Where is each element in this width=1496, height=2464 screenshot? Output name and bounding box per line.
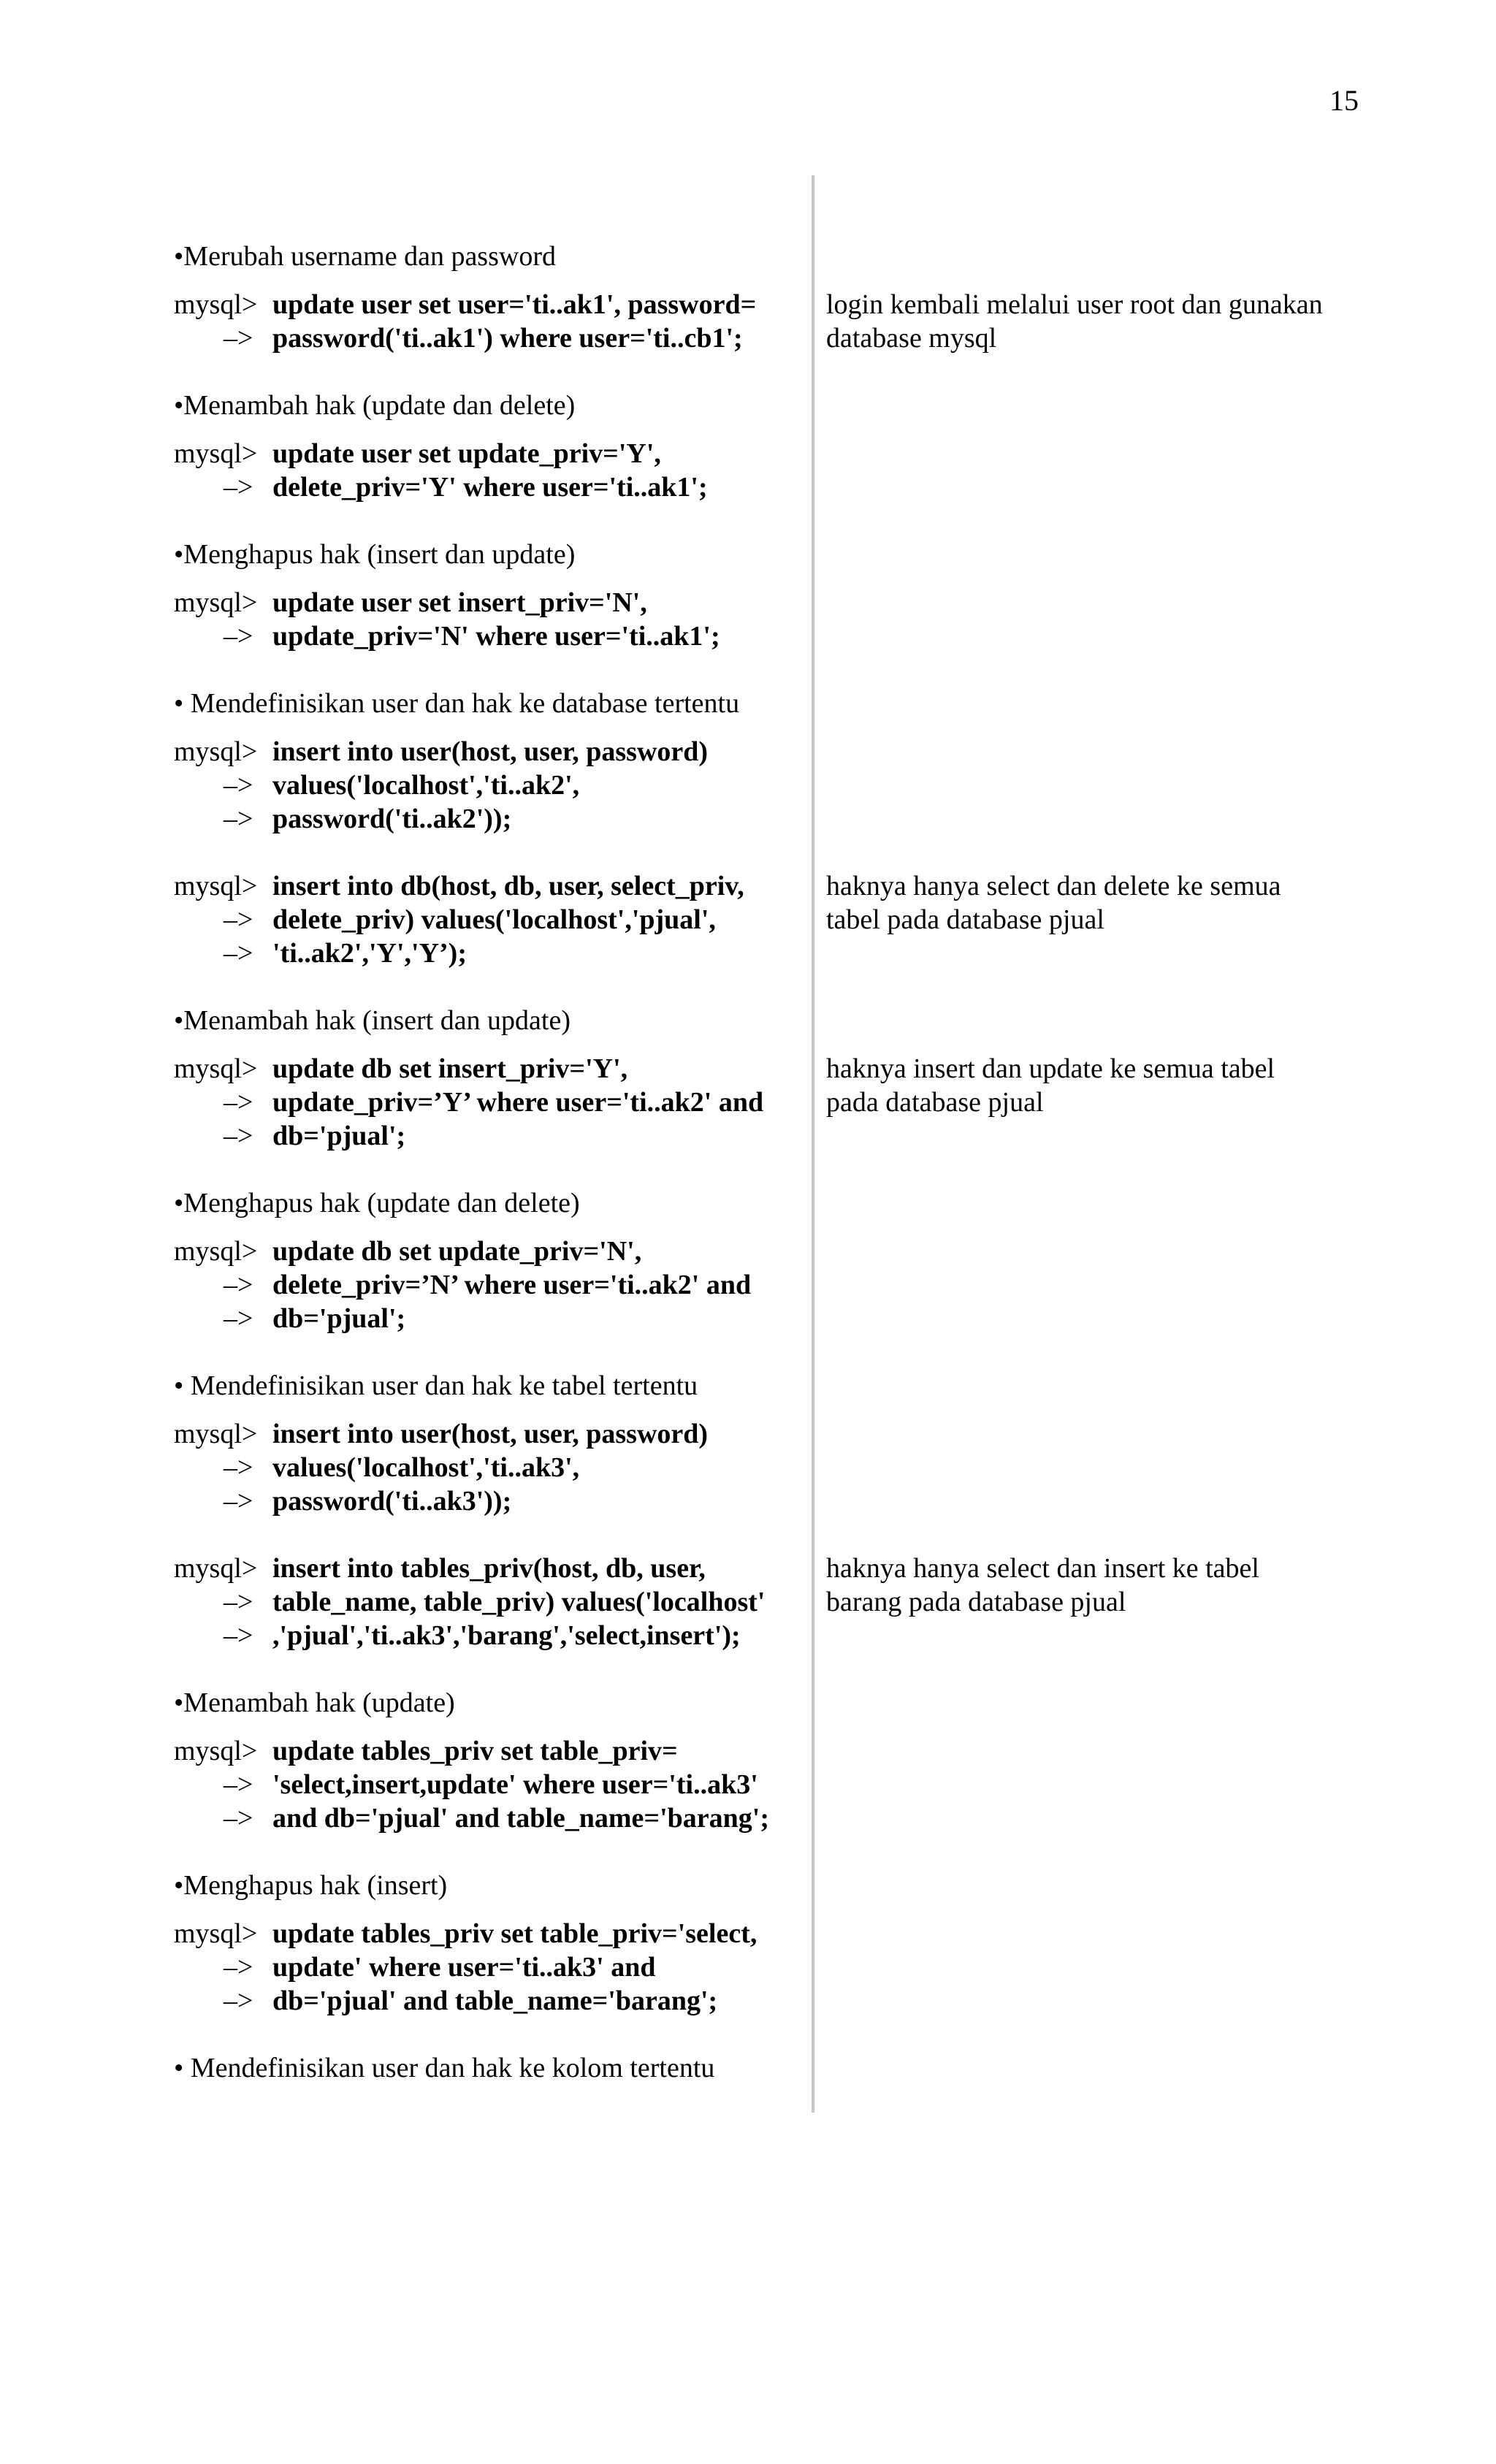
command-line	[174, 1619, 802, 1652]
sql-code: delete_priv=’N’ where user='ti..ak2' and	[272, 1270, 752, 1300]
continuation-arrow: –>	[224, 938, 253, 969]
section-heading: •Menghapus hak (update dan delete)	[174, 1188, 580, 1218]
continuation-arrow: –>	[224, 1587, 253, 1617]
side-note-line: barang pada database pjual	[826, 1587, 1126, 1617]
sql-code: update user set insert_priv='N',	[272, 587, 647, 618]
continuation-arrow: –>	[224, 1121, 253, 1151]
mysql-command	[174, 288, 1323, 355]
section-heading: •Menambah hak (update)	[174, 1687, 455, 1718]
command-line	[174, 903, 802, 937]
command-line	[174, 437, 802, 470]
sql-code: 'ti..ak2','Y','Y’);	[272, 938, 467, 969]
command-line	[174, 1086, 802, 1119]
document-body	[174, 240, 1323, 2099]
command-line	[174, 586, 802, 619]
sql-code: password('ti..ak1') where user='ti..cb1';	[272, 323, 743, 354]
command-line	[174, 1235, 802, 1268]
mysql-prompt: mysql>	[174, 289, 258, 320]
command-line	[174, 1585, 802, 1619]
continuation-arrow: –>	[224, 770, 253, 801]
mysql-prompt: mysql>	[174, 1419, 258, 1449]
sql-code: values('localhost','ti..ak3',	[272, 1452, 580, 1483]
continuation-arrow: –>	[224, 1620, 253, 1651]
command-line	[174, 321, 802, 355]
section-heading: •Merubah username dan password	[174, 241, 556, 272]
mysql-command	[174, 869, 1281, 970]
sql-code: delete_priv='Y' where user='ti..ak1';	[272, 472, 708, 503]
continuation-arrow: –>	[224, 1486, 253, 1517]
side-note-line: haknya hanya select dan insert ke tabel	[826, 1553, 1259, 1584]
command-line	[174, 470, 802, 504]
command-line	[174, 1984, 802, 2018]
mysql-prompt: mysql>	[174, 1053, 258, 1084]
sql-code: password('ti..ak2'));	[272, 804, 512, 834]
section-heading: • Mendefinisikan user dan hak ke tabel tertentu	[174, 1370, 698, 1401]
sql-code: insert into user(host, user, password)	[272, 1419, 709, 1449]
command-line	[174, 1052, 802, 1086]
continuation-arrow: –>	[224, 1952, 253, 1983]
command-line	[174, 802, 802, 836]
section-heading: •Menambah hak (insert dan update)	[174, 1005, 571, 1036]
command-line	[174, 1950, 802, 1984]
sql-code: update tables_priv set table_priv=	[272, 1736, 678, 1766]
side-note-line: login kembali melalui user root dan gunakan	[826, 289, 1323, 320]
mysql-command	[174, 1052, 1275, 1153]
sql-code: insert into db(host, db, user, select_priv,	[272, 871, 744, 901]
sql-code: delete_priv) values('localhost','pjual',	[272, 904, 716, 935]
command-line	[174, 1417, 802, 1451]
side-note	[826, 869, 1381, 937]
side-note	[826, 1552, 1381, 1619]
side-note-line: database mysql	[826, 323, 997, 354]
mysql-command	[174, 437, 802, 504]
sql-code: update db set insert_priv='Y',	[272, 1053, 628, 1084]
section-heading: •Menghapus hak (insert dan update)	[174, 539, 576, 570]
command-line	[174, 1768, 802, 1801]
continuation-arrow: –>	[224, 621, 253, 652]
continuation-arrow: –>	[224, 804, 253, 834]
command-line	[174, 1552, 802, 1585]
sql-code: password('ti..ak3'));	[272, 1486, 512, 1517]
command-line	[174, 1451, 802, 1484]
command-line	[174, 1734, 802, 1768]
sql-code: db='pjual';	[272, 1121, 406, 1151]
mysql-prompt: mysql>	[174, 1553, 258, 1584]
sql-code: update tables_priv set table_priv='select,	[272, 1918, 757, 1949]
mysql-prompt: mysql>	[174, 1736, 258, 1766]
continuation-arrow: –>	[224, 1087, 253, 1118]
continuation-arrow: –>	[224, 323, 253, 354]
mysql-command	[174, 1917, 802, 2018]
mysql-prompt: mysql>	[174, 1918, 258, 1949]
command-line	[174, 869, 802, 903]
section-heading: • Mendefinisikan user dan hak ke database tertentu	[174, 688, 740, 719]
command-line	[174, 937, 802, 970]
command-line	[174, 768, 802, 802]
mysql-prompt: mysql>	[174, 1236, 258, 1267]
sql-code: update user set user='ti..ak1', password=	[272, 289, 757, 320]
sql-code: insert into user(host, user, password)	[272, 736, 709, 767]
sql-code: table_name, table_priv) values('localhost'	[272, 1587, 766, 1617]
continuation-arrow: –>	[224, 1303, 253, 1334]
sql-code: db='pjual' and table_name='barang';	[272, 1986, 718, 2016]
continuation-arrow: –>	[224, 1986, 253, 2016]
sql-code: insert into tables_priv(host, db, user,	[272, 1553, 706, 1584]
command-line	[174, 1801, 802, 1835]
sql-code: update db set update_priv='N',	[272, 1236, 642, 1267]
command-line	[174, 1119, 802, 1153]
section-heading: •Menghapus hak (insert)	[174, 1870, 448, 1901]
mysql-command	[174, 1552, 1259, 1652]
side-note	[826, 288, 1381, 355]
continuation-arrow: –>	[224, 472, 253, 503]
sql-code: and db='pjual' and table_name='barang';	[272, 1803, 769, 1834]
page-number: 15	[1329, 84, 1359, 117]
mysql-prompt: mysql>	[174, 871, 258, 901]
mysql-command	[174, 1235, 802, 1335]
command-line	[174, 1484, 802, 1518]
continuation-arrow: –>	[224, 1270, 253, 1300]
sql-code: update user set update_priv='Y',	[272, 438, 661, 469]
sql-code: values('localhost','ti..ak2',	[272, 770, 580, 801]
continuation-arrow: –>	[224, 1769, 253, 1800]
sql-code: update_priv='N' where user='ti..ak1';	[272, 621, 720, 652]
sql-code: update' where user='ti..ak3' and	[272, 1952, 656, 1983]
command-line	[174, 1268, 802, 1302]
command-line	[174, 735, 802, 768]
mysql-prompt: mysql>	[174, 587, 258, 618]
continuation-arrow: –>	[224, 1803, 253, 1834]
side-note-line: pada database pjual	[826, 1087, 1044, 1118]
continuation-arrow: –>	[224, 1452, 253, 1483]
mysql-prompt: mysql>	[174, 438, 258, 469]
side-note-line: haknya hanya select dan delete ke semua	[826, 871, 1281, 901]
sql-code: update_priv=’Y’ where user='ti..ak2' and	[272, 1087, 764, 1118]
command-line	[174, 1302, 802, 1335]
side-note	[826, 1052, 1381, 1119]
side-note-line: haknya insert dan update ke semua tabel	[826, 1053, 1275, 1084]
continuation-arrow: –>	[224, 904, 253, 935]
command-line	[174, 619, 802, 653]
command-line	[174, 288, 802, 321]
mysql-command	[174, 735, 802, 836]
mysql-command	[174, 586, 802, 653]
command-line	[174, 1917, 802, 1950]
sql-code: db='pjual';	[272, 1303, 406, 1334]
mysql-command	[174, 1417, 802, 1518]
mysql-prompt: mysql>	[174, 736, 258, 767]
sql-code: 'select,insert,update' where user='ti..ak3'	[272, 1769, 758, 1800]
section-heading: •Menambah hak (update dan delete)	[174, 390, 576, 421]
sql-code: ,'pjual','ti..ak3','barang','select,insert');	[272, 1620, 741, 1651]
mysql-command	[174, 1734, 802, 1835]
section-heading: • Mendefinisikan user dan hak ke kolom tertentu	[174, 2053, 715, 2083]
side-note-line: tabel pada database pjual	[826, 904, 1104, 935]
column-divider	[812, 175, 814, 2113]
